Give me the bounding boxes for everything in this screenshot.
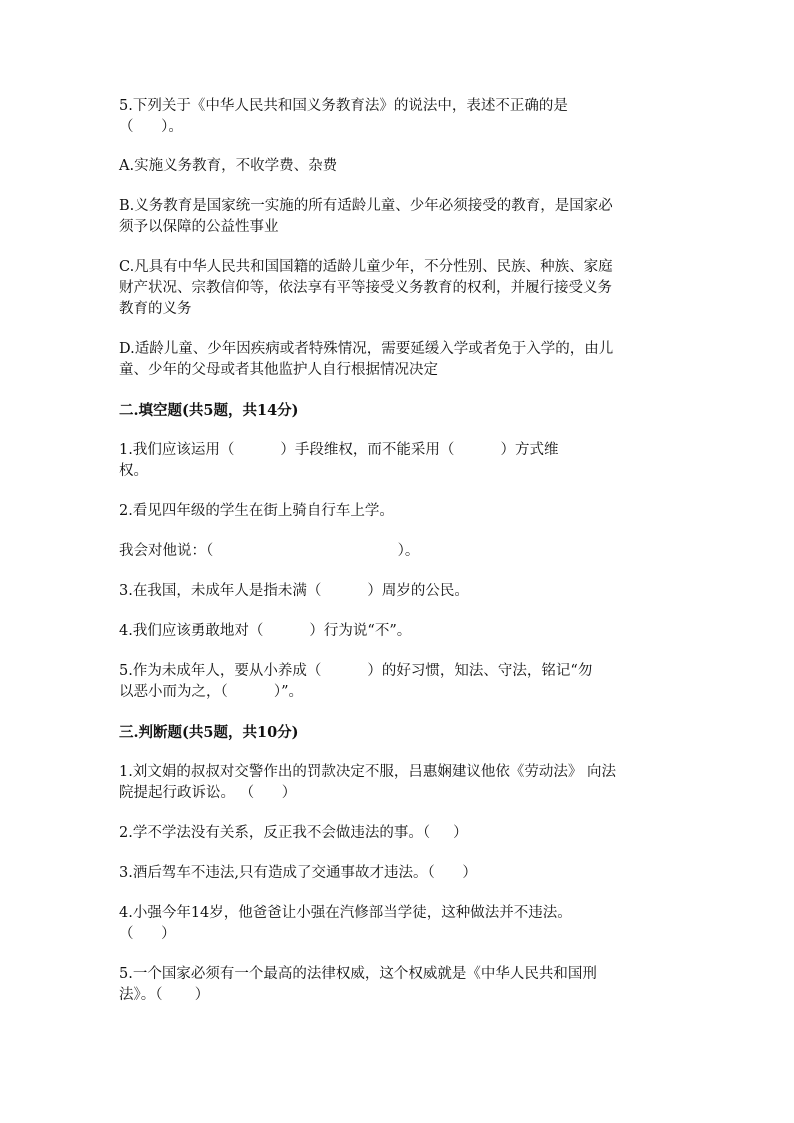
mc-stem-line-2: （ ）。 bbox=[119, 119, 183, 135]
option-d-line-1: D.适龄儿童、少年因疾病或者特殊情况，需要延缓入学或者免于入学的，由儿 bbox=[119, 341, 614, 357]
fill-question-5 bbox=[119, 661, 679, 703]
judge-question-4 bbox=[119, 903, 679, 945]
judge-q1-line-1: 1.刘文娟的叔叔对交警作出的罚款决定不服，吕惠娴建议他依《劳动法》 向法 bbox=[119, 764, 616, 780]
option-a bbox=[119, 156, 679, 177]
judge-q4-line-2: （ ） bbox=[119, 926, 176, 942]
mc-stem-line-1: 5.下列关于《中华人民共和国义务教育法》的说法中，表述不正确的是 bbox=[119, 98, 568, 114]
exam-page bbox=[119, 96, 679, 1006]
fill-q5-line-1: 5.作为未成年人，要从小养成（ ）的好习惯，知法、守法，铭记“勿 bbox=[119, 663, 593, 679]
mc-question-5 bbox=[119, 96, 679, 138]
judge-section-title: 三.判断题(共5题，共10分) bbox=[119, 724, 299, 741]
option-c bbox=[119, 257, 679, 320]
judge-question-2: 2.学不学法没有关系，反正我不会做违法的事。（ ） bbox=[119, 825, 468, 841]
fill-q1-line-1: 1.我们应该运用（ ）手段维权，而不能采用（ ）方式维 bbox=[119, 442, 559, 458]
option-c-line-2: 财产状况、宗教信仰等，依法享有平等接受义务教育的权利，并履行接受义务 bbox=[119, 280, 612, 296]
option-b-line-1: B.义务教育是国家统一实施的所有适龄儿童、少年必须接受的教育，是国家必 bbox=[119, 198, 613, 214]
option-c-line-3: 教育的义务 bbox=[119, 301, 192, 317]
option-d bbox=[119, 339, 679, 381]
fill-question-1 bbox=[119, 440, 679, 482]
fill-section-title: 二.填空题(共5题，共14分) bbox=[119, 402, 299, 419]
fill-q5-line-2: 以恶小而为之，（ ）”。 bbox=[119, 684, 304, 700]
option-d-line-2: 童、少年的父母或者其他监护人自行根据情况决定 bbox=[119, 362, 438, 378]
judge-q1-line-2: 院提起行政诉讼。 （ ） bbox=[119, 785, 297, 801]
judge-q5-line-2: 法》。（ ） bbox=[119, 987, 210, 1003]
fill-q1-line-2: 权。 bbox=[119, 463, 148, 479]
judge-q5-line-1: 5.一个国家必须有一个最高的法律权威，这个权威就是《中华人民共和国刑 bbox=[119, 966, 597, 982]
fill-question-3: 3.在我国，未成年人是指未满（ ）周岁的公民。 bbox=[119, 583, 469, 599]
fill-question-2 bbox=[119, 501, 679, 562]
option-c-line-1: C.凡具有中华人民共和国国籍的适龄儿童少年，不分性别、民族、种族、家庭 bbox=[119, 259, 613, 275]
judge-question-3: 3.酒后驾车不违法,只有造成了交通事故才违法。（ ） bbox=[119, 865, 477, 881]
fill-q2-line-2: 我会对他说：（ ）。 bbox=[119, 543, 420, 559]
fill-q2-line-1: 2.看见四年级的学生在街上骑自行车上学。 bbox=[119, 503, 394, 519]
judge-question-1 bbox=[119, 762, 679, 804]
option-b bbox=[119, 196, 679, 238]
judge-question-5 bbox=[119, 964, 679, 1006]
option-a-line-1: A.实施义务教育，不收学费、杂费 bbox=[119, 158, 338, 174]
judge-q4-line-1: 4.小强今年14岁，他爸爸让小强在汽修部当学徒，这种做法并不违法。 bbox=[119, 905, 572, 921]
option-b-line-2: 须予以保障的公益性事业 bbox=[119, 219, 279, 235]
fill-question-4: 4.我们应该勇敢地对（ ）行为说“不”。 bbox=[119, 623, 412, 639]
